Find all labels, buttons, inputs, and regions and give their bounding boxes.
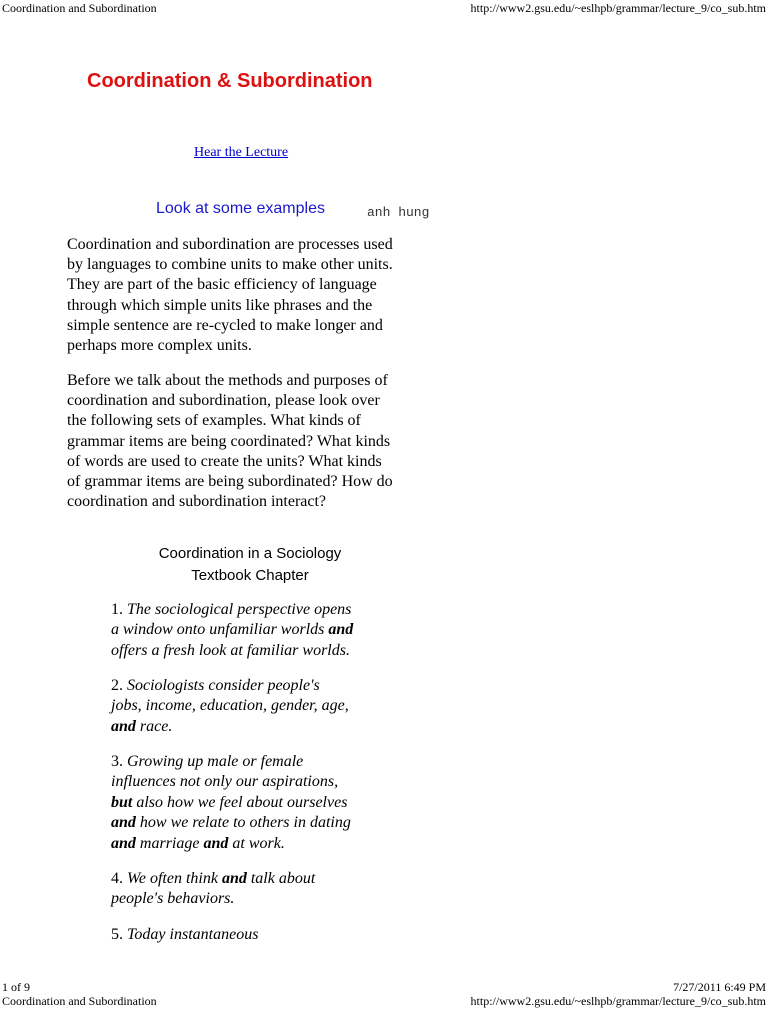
mono-note: anh hung: [367, 205, 430, 220]
example-item: [111, 869, 411, 910]
example-text: Today instantaneous: [127, 926, 259, 943]
section-subheading: [110, 543, 390, 587]
paragraph-line: simple sentence are re-cycled to make longer and: [67, 316, 383, 334]
example-line: [111, 889, 411, 909]
example-number: 3.: [111, 753, 127, 770]
example-text: jobs, income, education, gender, age,: [111, 697, 349, 715]
example-text: influences not only our aspirations,: [111, 773, 339, 791]
paragraph-line: of words are used to create the units? What kinds: [67, 452, 382, 470]
paragraph-line: coordination and subordination interact?: [67, 493, 327, 511]
example-text: marriage: [135, 834, 204, 852]
example-item: [111, 925, 411, 945]
example-text: Sociologists consider people's: [127, 677, 320, 694]
paragraph-line: the following sets of examples. What kinds of: [67, 412, 361, 430]
subheading-line: Textbook Chapter: [191, 567, 309, 584]
conjunction: and: [111, 717, 136, 735]
example-text: talk about: [246, 870, 316, 887]
example-text: race.: [135, 717, 173, 735]
example-line: [111, 620, 411, 640]
paragraph-line: grammar items are being coordinated? What kinds: [67, 432, 391, 450]
example-number: 1.: [111, 601, 127, 618]
example-line: [111, 641, 411, 661]
example-line: [111, 676, 411, 696]
paragraph-line: Coordination and subordination are processes used: [67, 236, 393, 253]
example-item: [111, 752, 411, 854]
paragraph-line: by languages to combine units to make other units.: [67, 256, 393, 274]
paragraph-line: through which simple units like phrases and the: [67, 296, 373, 314]
paragraph-line: perhaps more complex units.: [67, 337, 252, 355]
hear-lecture-link[interactable]: Hear the Lecture: [194, 145, 289, 160]
conjunction: and: [111, 814, 136, 832]
example-number: 2.: [111, 677, 127, 694]
example-text: The sociological perspective opens: [127, 601, 352, 618]
example-item: [111, 676, 411, 737]
example-item: [111, 600, 411, 661]
example-line: [111, 813, 411, 833]
footer-datetime: 7/27/2011 6:49 PM: [673, 980, 766, 994]
paragraph-line: They are part of the basic efficiency of language: [67, 276, 377, 294]
conjunction: and: [328, 621, 354, 639]
example-text: also how we feel about ourselves: [132, 793, 348, 811]
example-text: a window onto unfamiliar worlds: [111, 621, 329, 639]
example-text: people's behaviors.: [111, 890, 235, 908]
footer-url: http://www2.gsu.edu/~eslhpb/grammar/lecture_9/co_sub.htm: [470, 994, 766, 1008]
paragraph-line: Before we talk about the methods and purposes of: [67, 372, 388, 389]
example-line: [111, 696, 411, 716]
example-line: [111, 600, 411, 620]
example-text: Growing up male or female: [127, 753, 304, 770]
example-text: offers a fresh look at familiar worlds.: [111, 641, 350, 659]
footer-doc-title: Coordination and Subordination: [2, 994, 157, 1008]
questions-paragraph: [67, 371, 427, 512]
conjunction: but: [111, 793, 133, 811]
example-line: [111, 793, 411, 813]
example-line: [111, 869, 411, 889]
conjunction: and: [111, 834, 136, 852]
footer-page-number: 1 of 9: [2, 980, 30, 994]
example-line: [111, 834, 411, 854]
paragraph-line: of grammar items are being subordinated? How do: [67, 473, 393, 491]
example-line: [111, 772, 411, 792]
examples-heading: Look at some examples: [156, 200, 325, 217]
conjunction: and: [221, 870, 247, 887]
example-text: We often think: [127, 870, 222, 887]
example-line: [111, 752, 411, 772]
page-title: Coordination & Subordination: [87, 70, 373, 92]
subheading-line: Coordination in a Sociology: [158, 545, 342, 562]
paragraph-line: coordination and subordination, please look over: [67, 392, 380, 410]
intro-paragraph: [67, 235, 427, 356]
header-url: http://www2.gsu.edu/~eslhpb/grammar/lecture_9/co_sub.htm: [470, 1, 766, 15]
example-text: how we relate to others in dating: [135, 814, 351, 832]
example-number: 4.: [111, 870, 127, 887]
conjunction: and: [203, 834, 229, 852]
header-doc-title: Coordination and Subordination: [2, 1, 157, 15]
example-text: at work.: [228, 834, 285, 852]
example-line: [111, 717, 411, 737]
example-line: [111, 925, 411, 945]
example-number: 5.: [111, 926, 127, 943]
